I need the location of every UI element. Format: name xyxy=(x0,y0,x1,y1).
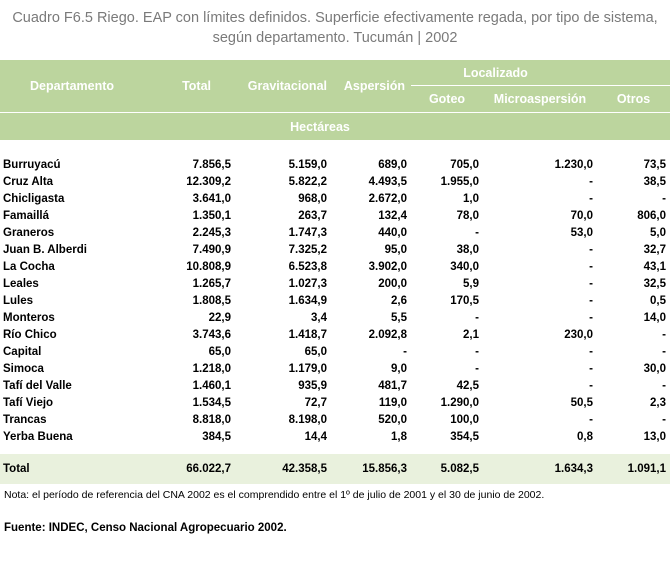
table-cell: 1.747,3 xyxy=(288,226,327,239)
table-cell: - xyxy=(589,243,593,256)
total-cell: 1.634,3 xyxy=(483,454,597,484)
header-total: Total xyxy=(155,60,235,113)
table-cell: - xyxy=(589,175,593,188)
table-cell: 13,0 xyxy=(643,430,666,443)
irrigation-table xyxy=(0,60,670,484)
table-cell: - xyxy=(589,345,593,358)
table-cell: 384,5 xyxy=(202,430,231,443)
table-cell: 340,0 xyxy=(450,260,479,273)
title-line-1: Cuadro F6.5 Riego. EAP con límites definidos. Superficie efectivamente regada, por tipo de sistema, xyxy=(12,10,658,26)
total-cell: 66.022,7 xyxy=(155,454,235,484)
table-row xyxy=(0,190,670,207)
table-cell: 1.955,0 xyxy=(440,175,479,188)
table-cell: 3.641,0 xyxy=(192,192,231,205)
table-cell: - xyxy=(662,413,666,426)
department-name: Río Chico xyxy=(3,328,57,341)
table-cell: 968,0 xyxy=(298,192,327,205)
department-name: Graneros xyxy=(3,226,55,239)
table-cell: 5.822,2 xyxy=(288,175,327,188)
table-cell: 73,5 xyxy=(643,158,666,171)
table-cell: - xyxy=(662,192,666,205)
header-aspersion: Aspersión xyxy=(331,60,411,113)
table-cell: 6.523,8 xyxy=(288,260,327,273)
table-note: Nota: el período de referencia del CNA 2002 es el comprendido entre el 1º de julio de 2001 y el 30 de junio de 2002. xyxy=(4,489,545,501)
table-cell: 1.808,5 xyxy=(192,294,231,307)
table-cell: - xyxy=(589,192,593,205)
table-cell: 1.179,0 xyxy=(288,362,327,375)
table-row xyxy=(0,173,670,190)
table-cell: 14,0 xyxy=(643,311,666,324)
table-cell: - xyxy=(589,379,593,392)
table-cell: 14,4 xyxy=(304,430,327,443)
department-name: Capital xyxy=(3,345,42,358)
table-cell: 50,5 xyxy=(570,396,593,409)
department-name: Tafí Viejo xyxy=(3,396,54,409)
table-row xyxy=(0,360,670,377)
header-microaspersion: Microaspersión xyxy=(483,86,597,113)
header-localizado: Localizado xyxy=(411,60,670,86)
table-cell: 30,0 xyxy=(643,362,666,375)
table-cell: 10.808,9 xyxy=(186,260,231,273)
table-row xyxy=(0,309,670,326)
table-cell: 2.092,8 xyxy=(368,328,407,341)
table-title xyxy=(0,8,670,48)
table-source: Fuente: INDEC, Censo Nacional Agropecuario 2002. xyxy=(4,522,287,534)
table-cell: - xyxy=(662,345,666,358)
department-name: Burruyacú xyxy=(3,158,61,171)
table-cell: - xyxy=(475,311,479,324)
table-cell: 1.027,3 xyxy=(288,277,327,290)
table-cell: 53,0 xyxy=(570,226,593,239)
table-cell: 806,0 xyxy=(637,209,666,222)
table-cell: 119,0 xyxy=(378,396,407,409)
table-cell: 72,7 xyxy=(304,396,327,409)
department-name: Monteros xyxy=(3,311,55,324)
table-cell: 354,5 xyxy=(450,430,479,443)
table-cell: 1.218,0 xyxy=(192,362,231,375)
table-cell: 0,5 xyxy=(650,294,666,307)
table-cell: 38,0 xyxy=(456,243,479,256)
table-row xyxy=(0,428,670,445)
table-cell: - xyxy=(589,277,593,290)
table-cell: 705,0 xyxy=(450,158,479,171)
table-cell: 7.325,2 xyxy=(288,243,327,256)
department-name: Cruz Alta xyxy=(3,175,54,188)
table-row xyxy=(0,258,670,275)
table-cell: 2,1 xyxy=(463,328,479,341)
table-cell: - xyxy=(589,294,593,307)
table-cell: 1.418,7 xyxy=(288,328,327,341)
table-cell: 100,0 xyxy=(450,413,479,426)
table-cell: - xyxy=(475,345,479,358)
table-cell: 1.350,1 xyxy=(192,209,231,222)
table-cell: 9,0 xyxy=(391,362,407,375)
table-cell: 3.902,0 xyxy=(368,260,407,273)
table-row xyxy=(0,207,670,224)
table-cell: 22,9 xyxy=(208,311,231,324)
header-goteo: Goteo xyxy=(411,86,483,113)
table-cell: 1.265,7 xyxy=(192,277,231,290)
table-cell: 3,4 xyxy=(311,311,327,324)
table-cell: 132,4 xyxy=(378,209,407,222)
table-cell: 5,0 xyxy=(650,226,666,239)
table-row xyxy=(0,411,670,428)
table-cell: 5.159,0 xyxy=(288,158,327,171)
table-row xyxy=(0,292,670,309)
header-otros: Otros xyxy=(597,86,670,113)
table-cell: 440,0 xyxy=(378,226,407,239)
table-cell: 12.309,2 xyxy=(186,175,231,188)
table-header xyxy=(0,60,670,140)
table-row xyxy=(0,326,670,343)
table-cell: 2.672,0 xyxy=(368,192,407,205)
table-row xyxy=(0,156,670,173)
table-cell: 1.634,9 xyxy=(288,294,327,307)
table-row xyxy=(0,343,670,360)
table-cell: 38,5 xyxy=(643,175,666,188)
table-cell: 3.743,6 xyxy=(192,328,231,341)
table-cell: 2,6 xyxy=(391,294,407,307)
total-cell: 42.358,5 xyxy=(235,454,331,484)
table-row xyxy=(0,394,670,411)
table-cell: 200,0 xyxy=(378,277,407,290)
table-cell: 1,8 xyxy=(391,430,407,443)
table-cell: 2.245,3 xyxy=(192,226,231,239)
table-row xyxy=(0,241,670,258)
table-cell: 1.534,5 xyxy=(192,396,231,409)
department-name: Tafí del Valle xyxy=(3,379,72,392)
department-name: Simoca xyxy=(3,362,44,375)
table-cell: 170,5 xyxy=(450,294,479,307)
table-cell: 481,7 xyxy=(378,379,407,392)
table-cell: 1.230,0 xyxy=(554,158,593,171)
department-name: Yerba Buena xyxy=(3,430,73,443)
table-cell: 1,0 xyxy=(463,192,479,205)
table-cell: 689,0 xyxy=(378,158,407,171)
header-gravitacional: Gravitacional xyxy=(235,60,331,113)
table-cell: 65,0 xyxy=(304,345,327,358)
table-cell: 7.490,9 xyxy=(192,243,231,256)
table-cell: 263,7 xyxy=(298,209,327,222)
table-row xyxy=(0,224,670,241)
table-cell: 5,9 xyxy=(463,277,479,290)
table-cell: 4.493,5 xyxy=(368,175,407,188)
table-cell: 935,9 xyxy=(298,379,327,392)
title-line-2: según departamento. Tucumán | 2002 xyxy=(212,30,458,46)
department-name: Juan B. Alberdi xyxy=(3,243,87,256)
table-cell: 32,7 xyxy=(643,243,666,256)
total-cell: 15.856,3 xyxy=(331,454,411,484)
table-cell: 8.818,0 xyxy=(192,413,231,426)
department-name: Chicligasta xyxy=(3,192,65,205)
table-cell: 7.856,5 xyxy=(192,158,231,171)
table-row xyxy=(0,275,670,292)
department-name: Famaillá xyxy=(3,209,50,222)
table-cell: 1.290,0 xyxy=(440,396,479,409)
table-cell: 230,0 xyxy=(564,328,593,341)
table-cell: 0,8 xyxy=(577,430,593,443)
table-cell: - xyxy=(589,362,593,375)
table-cell: 95,0 xyxy=(384,243,407,256)
header-unit: Hectáreas xyxy=(0,113,670,141)
table-cell: 78,0 xyxy=(456,209,479,222)
table-cell: - xyxy=(589,311,593,324)
table-cell: - xyxy=(662,379,666,392)
table-cell: 1.460,1 xyxy=(192,379,231,392)
table-cell: - xyxy=(589,260,593,273)
table-cell: 42,5 xyxy=(456,379,479,392)
table-cell: 8.198,0 xyxy=(288,413,327,426)
table-row xyxy=(0,377,670,394)
total-label: Total xyxy=(0,454,155,484)
table-cell: 70,0 xyxy=(570,209,593,222)
total-row xyxy=(0,454,670,484)
data-table-container xyxy=(0,60,670,484)
department-name: Lules xyxy=(3,294,34,307)
table-cell: 32,5 xyxy=(643,277,666,290)
department-name: Leales xyxy=(3,277,39,290)
total-cell: 1.091,1 xyxy=(597,454,670,484)
table-cell: - xyxy=(403,345,407,358)
table-cell: 43,1 xyxy=(643,260,666,273)
header-departamento: Departamento xyxy=(0,60,155,113)
total-cell: 5.082,5 xyxy=(411,454,483,484)
table-cell: 5,5 xyxy=(391,311,407,324)
department-name: La Cocha xyxy=(3,260,55,273)
table-cell: - xyxy=(662,328,666,341)
table-cell: - xyxy=(589,413,593,426)
table-cell: 2,3 xyxy=(650,396,666,409)
table-cell: 65,0 xyxy=(208,345,231,358)
department-name: Trancas xyxy=(3,413,47,426)
table-cell: 520,0 xyxy=(378,413,407,426)
table-cell: - xyxy=(475,226,479,239)
table-body xyxy=(0,140,670,484)
table-cell: - xyxy=(475,362,479,375)
